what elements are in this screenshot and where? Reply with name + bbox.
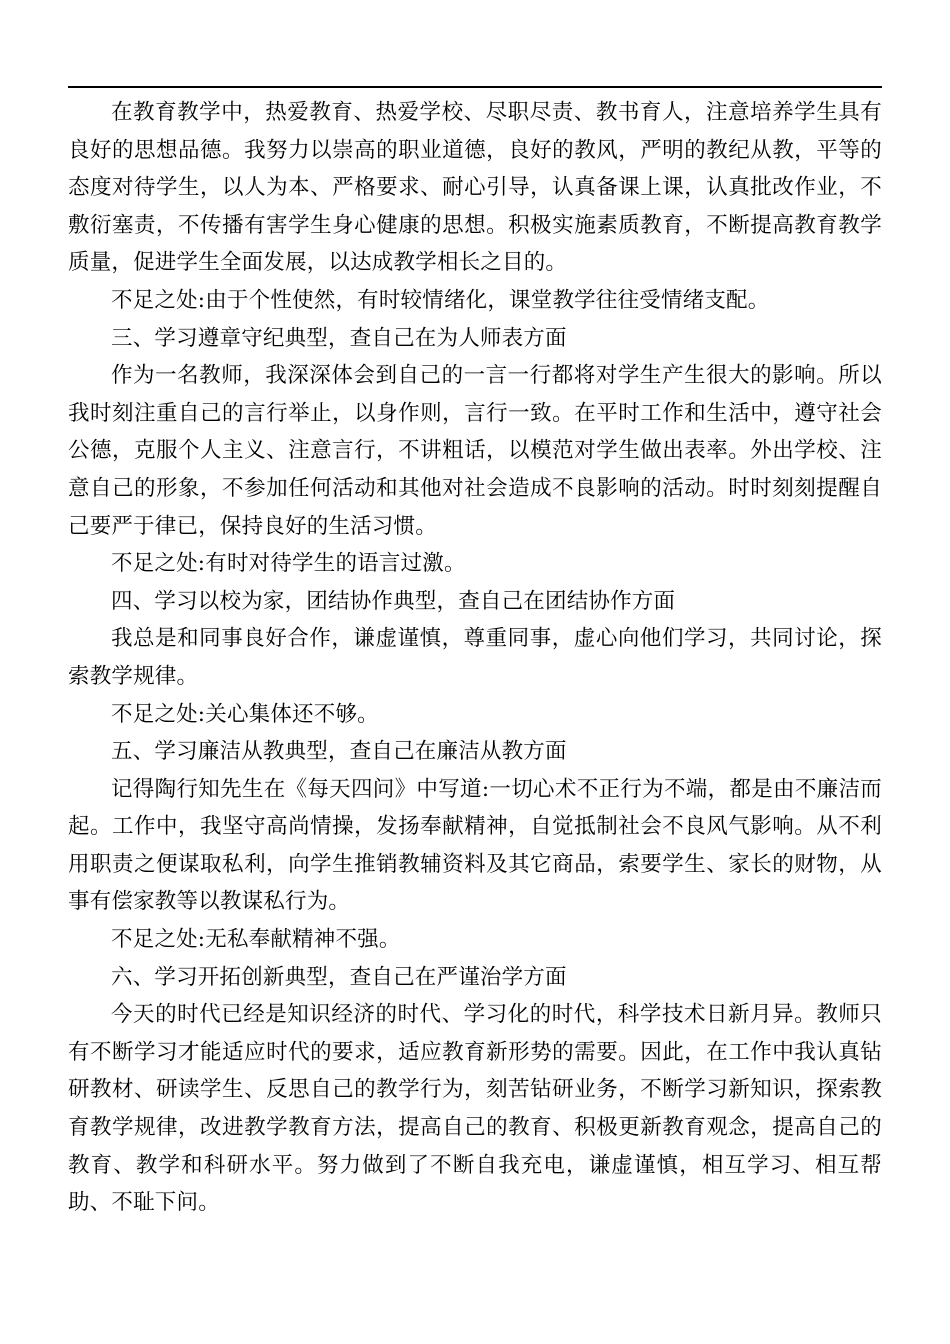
header-rule [68,86,882,88]
paragraph-integrity: 记得陶行知先生在《每天四问》中写道:一切心术不正行为不端，都是由不廉洁而起。工作中，我坚守高尚情操，发扬奉献精神，自觉抵制社会不良风气影响。从不利用职责之便谋取私利，向学生推销教辅资料及其它商品，索要学生、家长的财物，从事有偿家教等以教谋私行为。 [68,776,882,915]
document-body [68,94,882,1222]
section-heading-5: 五、学习廉洁从教典型，查自己在廉洁从教方面 [111,739,567,765]
paragraph-role-model: 作为一名教师，我深深体会到自己的一言一行都将对学生产生很大的影响。所以我时刻注重自己的言行举止，以身作则，言行一致。在平时工作和生活中，遵守社会公德，克服个人主义、注意言行，不讲粗话，以模范对学生做出表率。外出学校、注意自己的形象，不参加任何活动和其他对社会造成不良影响的活动。时时刻刻提醒自己要严于律已，保持良好的生活习惯。 [68,363,882,539]
paragraph-shortcoming-2: 不足之处:有时对待学生的语言过激。 [111,551,466,577]
section-heading-4: 四、学习以校为家，团结协作典型，查自己在团结协作方面 [111,588,676,614]
paragraph-teamwork: 我总是和同事良好合作，谦虚谨慎，尊重同事，虚心向他们学习，共同讨论，探索教学规律。 [68,626,882,689]
section-heading-6: 六、学习开拓创新典型，查自己在严谨治学方面 [111,964,567,990]
paragraph-shortcoming-3: 不足之处:关心集体还不够。 [111,701,379,727]
paragraph-shortcoming-1: 不足之处:由于个性使然，有时较情绪化，课堂教学往往受情绪支配。 [111,287,770,313]
paragraph-shortcoming-4: 不足之处:无私奉献精神不强。 [111,927,401,953]
paragraph-innovation: 今天的时代已经是知识经济的时代、学习化的时代，科学技术日新月异。教师只有不断学习才能适应时代的要求，适应教育新形势的需要。因此，在工作中我认真钻研教材、研读学生、反思自己的教学行为，刻苦钻研业务，不断学习新知识，探索教育教学规律，改进教学教育方法，提高自己的教育、积极更新教育观念，提高自己的教育、教学和科研水平。努力做到了不断自我充电，谦虚谨慎，相互学习、相互帮助、不耻下问。 [68,1002,882,1216]
paragraph-teaching-ethics: 在教育教学中，热爱教育、热爱学校、尽职尽责、教书育人，注意培养学生具有良好的思想品德。我努力以崇高的职业道德，良好的教风，严明的教纪从教，平等的态度对待学生，以人为本、严格要求、耐心引导，认真备课上课，认真批改作业，不敷衍塞责，不传播有害学生身心健康的思想。积极实施素质教育，不断提高教育教学质量，促进学生全面发展，以达成教学相长之目的。 [68,100,882,276]
section-heading-3: 三、学习遵章守纪典型，查自己在为人师表方面 [111,325,567,351]
